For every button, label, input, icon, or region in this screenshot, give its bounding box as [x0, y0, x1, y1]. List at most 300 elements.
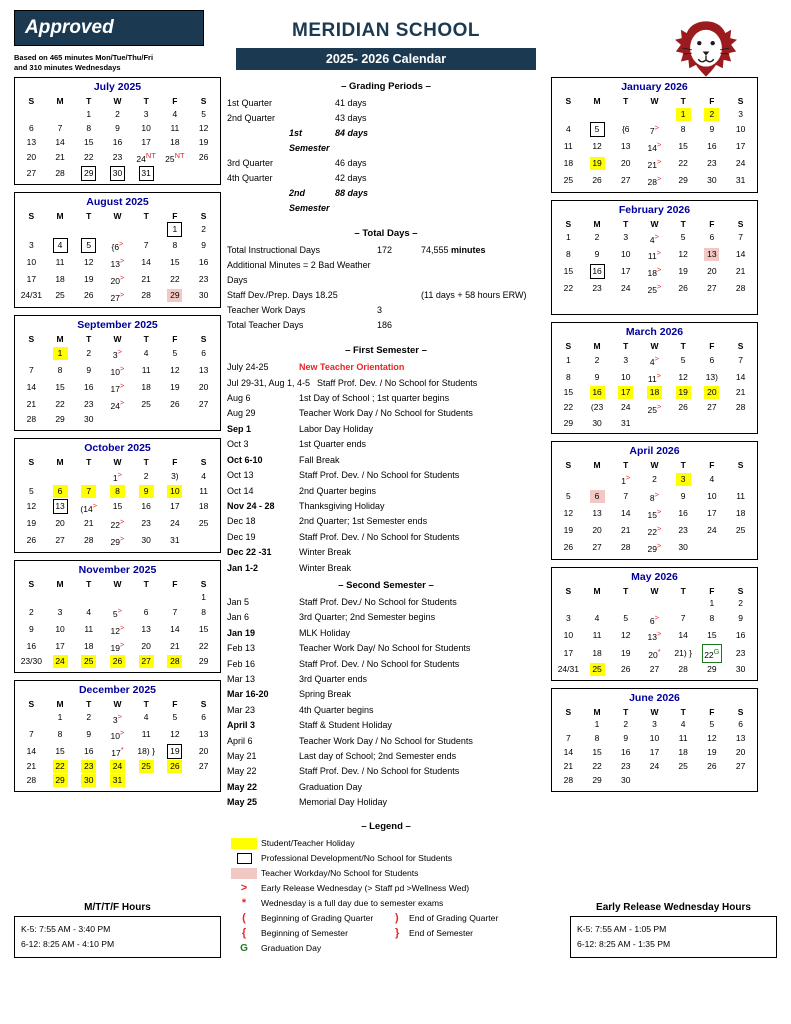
month-title: June 2026: [629, 691, 680, 704]
total-days-value: 186: [377, 320, 393, 331]
hours-line: K-5: 7:55 AM - 3:40 PM: [21, 924, 111, 934]
dow-header: T: [680, 460, 686, 471]
day-cell: 26: [170, 398, 180, 409]
day-cell: 16: [735, 630, 746, 641]
dow-header: S: [200, 579, 207, 590]
day-cell: [583, 597, 612, 611]
week-row: [554, 297, 755, 311]
erw-hours-title: Early Release Wednesday Hours: [596, 902, 751, 913]
day-cell: [726, 297, 755, 311]
week-row: [17, 379, 218, 396]
day-cell: 26: [592, 174, 602, 185]
day-cell: 7: [623, 491, 629, 502]
day-cell: 26: [26, 535, 37, 546]
day-cell: 24: [170, 518, 180, 529]
calendar-event-row: [227, 545, 545, 560]
day-cell: [554, 107, 583, 121]
event-date: May 22: [227, 781, 258, 792]
day-cell: 1: [57, 712, 63, 723]
day-cell: 26: [678, 402, 688, 413]
week-row: [17, 774, 218, 788]
erw-hours-block: [570, 896, 777, 958]
day-cell: 6: [201, 348, 206, 359]
day-cell: 23: [592, 282, 602, 293]
day-cell: 8: [172, 239, 178, 250]
event-description: Staff Prof. Dev. / No School for Students: [299, 470, 460, 481]
week-row: [554, 230, 755, 247]
day-cell: 5: [28, 486, 34, 497]
day-cell: 29: [592, 775, 602, 786]
day-cell: [46, 590, 75, 604]
dow-header: T: [143, 456, 149, 467]
week-row: [17, 396, 218, 413]
week-row: [554, 760, 755, 774]
day-cell: 21: [621, 524, 631, 535]
day-cell: 5: [680, 354, 686, 365]
day-cell: 21: [735, 387, 746, 398]
day-cell: 23: [735, 648, 746, 659]
day-cell: [669, 297, 698, 311]
legend-item: [227, 911, 545, 926]
week-row: [554, 539, 755, 556]
event-description: Thanksgiving Holiday: [299, 500, 385, 511]
dow-header: S: [28, 579, 35, 590]
day-cell: 17*: [111, 745, 124, 758]
day-cell: 21>: [647, 156, 662, 170]
total-days-label: Teacher Work Days: [227, 305, 306, 316]
day-cell: 14>: [647, 140, 662, 153]
day-cell: 27: [26, 168, 37, 179]
day-cell: [103, 413, 132, 427]
dow-header: T: [143, 334, 149, 345]
day-cell: 16: [621, 747, 631, 758]
second-semester-title: – Second Semester –: [338, 579, 434, 591]
legend-label: Wednesday is a full day due to semester exams: [261, 897, 444, 908]
dow-header: T: [680, 706, 686, 717]
day-cell: 20: [198, 746, 209, 757]
event-description: 1st Quarter ends: [299, 439, 367, 450]
day-cell: 22: [592, 761, 602, 772]
day-cell: 7: [172, 606, 178, 617]
day-cell: 28: [735, 282, 746, 293]
event-date: Nov 24 - 28: [227, 500, 275, 511]
event-description: 3rd Quarter; 2nd Semester begins: [299, 612, 436, 623]
page-title: MERIDIAN SCHOOL: [292, 20, 480, 41]
day-cell: 17: [621, 266, 631, 277]
day-cell: 24: [46, 655, 75, 669]
day-cell: [132, 222, 161, 237]
day-cell: [669, 774, 698, 788]
calendar-event-row: [227, 703, 545, 718]
day-cell: 18>: [647, 265, 662, 279]
week-row: [554, 505, 755, 522]
week-row: [17, 149, 218, 166]
day-cell: 30: [198, 290, 209, 301]
day-cell: 11: [678, 733, 688, 744]
day-cell: 5: [565, 491, 571, 502]
day-cell: 29: [46, 774, 75, 788]
dow-header: S: [565, 585, 572, 596]
day-cell: 22: [84, 152, 94, 163]
legend-close-symbol: }: [395, 926, 400, 939]
calendar-event-row: [227, 687, 545, 702]
dow-header: F: [172, 579, 178, 590]
event-date: May 25: [227, 797, 258, 808]
event-description: Teacher Work Day / No School for Students: [299, 735, 473, 746]
dow-header: F: [172, 456, 178, 467]
calendar-event-row: [227, 484, 545, 499]
grading-period-row: [227, 156, 545, 171]
day-cell: [669, 597, 698, 611]
calendar-event-row: [227, 530, 545, 545]
dow-header: W: [650, 460, 659, 471]
total-days-value: 3: [377, 305, 383, 316]
week-row: [554, 352, 755, 369]
day-cell: 27: [198, 761, 209, 772]
day-cell: 17: [141, 136, 151, 147]
dow-header: W: [113, 698, 122, 709]
day-cell: 14: [55, 136, 65, 147]
dow-header: T: [680, 340, 686, 351]
mtthf-hours-box: [14, 916, 221, 958]
dow-header: M: [593, 96, 601, 107]
week-row: [17, 468, 218, 485]
mtthf-hours-title: M/T/T/F Hours: [84, 902, 151, 913]
calendar-event-row: [227, 376, 545, 391]
day-cell: 2: [652, 474, 657, 485]
legend-item: [227, 896, 545, 911]
day-cell: 14: [735, 371, 746, 382]
dow-header: M: [593, 460, 601, 471]
dow-header: S: [737, 460, 744, 471]
day-cell: 9: [132, 485, 161, 499]
day-cell: 24: [707, 524, 717, 535]
day-cell: 19: [563, 524, 574, 535]
day-cell: 30: [621, 775, 631, 786]
day-cell: 3: [57, 606, 63, 617]
event-date: Dec 22 -31: [227, 547, 272, 558]
day-cell: 14: [170, 623, 180, 634]
dow-header: S: [28, 334, 35, 345]
day-cell: 27>: [110, 289, 125, 303]
dow-header: W: [650, 96, 659, 107]
day-cell: 19: [669, 386, 698, 400]
day-cell: 2: [143, 470, 149, 481]
day-cell: 12: [707, 733, 717, 744]
day-cell: 10: [563, 630, 574, 641]
event-description: 4th Quarter begins: [299, 704, 374, 715]
day-cell: 16: [84, 381, 94, 392]
day-cell: [46, 222, 75, 237]
day-cell: 2: [594, 232, 600, 243]
day-cell: [640, 597, 669, 611]
day-cell: 21: [55, 152, 65, 163]
day-cell: 13: [698, 246, 727, 263]
day-cell: 13: [198, 729, 209, 740]
total-days-row: [227, 303, 545, 318]
day-cell: 26: [84, 290, 94, 301]
legend-label-2: End of Semester: [409, 927, 474, 938]
day-cell: 20>: [110, 272, 125, 286]
month-january-2026: [551, 77, 758, 192]
day-cell: 10: [649, 733, 660, 744]
day-cell: 3: [143, 108, 149, 119]
day-cell: 4: [201, 470, 206, 481]
grading-period-value: 88 days: [335, 188, 369, 199]
week-row: [17, 604, 218, 621]
total-days-row: [227, 288, 545, 303]
day-cell: 16: [198, 256, 209, 267]
day-cell: 20: [592, 524, 602, 535]
month-march-2026: [551, 322, 758, 434]
day-cell: 12: [563, 507, 574, 518]
week-row: [554, 400, 755, 417]
event-date: Aug 29: [227, 408, 256, 419]
grading-period-label: 2nd Quarter: [227, 113, 276, 124]
calendar-event-row: [227, 360, 545, 375]
week-row: [554, 718, 755, 732]
day-cell: 7: [57, 122, 63, 133]
day-cell: 11: [141, 365, 151, 376]
day-cell: 23/30: [20, 656, 42, 666]
day-cell: 20: [735, 747, 746, 758]
day-cell: [611, 597, 640, 611]
month-may-2026: [551, 567, 758, 681]
day-cell: [698, 539, 727, 556]
day-cell: 6: [738, 719, 743, 730]
day-cell: 2: [594, 354, 600, 365]
day-cell: 26: [103, 655, 132, 669]
dow-header: T: [623, 96, 629, 107]
dow-header: T: [623, 460, 629, 471]
day-cell: 8: [565, 371, 571, 382]
day-cell: 27: [621, 174, 631, 185]
day-cell: 24: [103, 760, 132, 774]
event-description: Staff Prof. Dev./ No School for Students: [299, 596, 457, 607]
legend-second-symbol-group: [395, 926, 545, 941]
day-cell: 17: [735, 140, 746, 151]
event-description: Graduation Day: [299, 781, 363, 792]
grading-period-value: 84 days: [335, 128, 369, 139]
calendar-event-row: [227, 468, 545, 483]
dow-header: T: [680, 96, 686, 107]
dow-header: S: [737, 96, 744, 107]
dow-header: W: [113, 579, 122, 590]
day-cell: 13: [46, 499, 75, 516]
day-cell: 21: [170, 640, 180, 651]
day-cell: 11: [592, 630, 602, 641]
day-cell: 7: [28, 365, 34, 376]
event-date: Oct 3: [227, 439, 249, 450]
day-cell: 28: [161, 655, 190, 669]
day-cell: [17, 590, 46, 604]
dow-header: S: [200, 96, 207, 107]
day-cell: (23: [590, 402, 604, 413]
day-cell: 25: [583, 663, 612, 677]
day-cell: 19: [198, 136, 209, 147]
day-cell: 21) }: [674, 648, 692, 659]
day-cell: 19>: [110, 639, 125, 653]
day-cell: 25>: [647, 282, 662, 295]
calendar-event-row: [227, 453, 545, 468]
month-april-2026: [551, 441, 758, 559]
day-cell: 25: [74, 655, 103, 669]
day-cell: 24: [735, 157, 746, 168]
legend-item: [227, 926, 545, 941]
dow-header: T: [143, 96, 149, 107]
day-cell: 16: [583, 386, 612, 400]
day-cell: 20: [707, 266, 717, 277]
week-row: [17, 288, 218, 305]
day-cell: 14: [621, 507, 631, 518]
day-cell: 18: [735, 507, 746, 518]
grading-period-row: [227, 111, 545, 126]
event-description: MLK Holiday: [299, 627, 351, 638]
day-cell: [726, 539, 755, 556]
dow-header: T: [86, 579, 92, 590]
day-cell: {6: [621, 124, 630, 135]
erw-hours-box: [570, 916, 777, 958]
day-cell: 15: [198, 623, 209, 634]
event-date: July 24-25: [227, 362, 269, 373]
day-cell: 17: [563, 648, 574, 659]
hours-line: 6-12: 8:25 AM - 1:35 PM: [577, 939, 671, 949]
week-row: [554, 471, 755, 488]
day-cell: [611, 107, 640, 121]
month-september-2025: [14, 315, 221, 430]
dow-header: M: [56, 698, 64, 709]
dow-header: F: [709, 218, 715, 229]
calendar-event-row: [227, 514, 545, 529]
week-row: [554, 627, 755, 644]
day-cell: 26: [678, 282, 688, 293]
day-cell: 4: [565, 124, 571, 135]
day-cell: 23: [74, 760, 103, 774]
day-cell: 25: [55, 290, 65, 301]
dow-header: T: [86, 334, 92, 345]
day-cell: 18: [55, 273, 65, 284]
total-days-extra: (11 days + 58 hours ERW): [421, 290, 527, 301]
total-days-extra: [421, 258, 545, 288]
day-cell: 31: [170, 535, 180, 546]
day-cell: 11>: [647, 370, 662, 384]
day-cell: 31: [132, 166, 161, 181]
day-cell: 30: [592, 417, 602, 428]
day-cell: 1>: [621, 473, 631, 487]
day-cell: 3: [738, 108, 743, 119]
first-semester-title: – First Semester –: [345, 345, 427, 357]
day-cell: 10>: [110, 728, 125, 742]
day-cell: 25: [198, 518, 209, 529]
day-cell: 15: [592, 747, 602, 758]
day-cell: 5: [623, 613, 629, 624]
day-cell: 28: [26, 414, 37, 425]
day-cell: 27: [649, 664, 660, 675]
event-description: Teacher Work Day/ No School for Students: [299, 643, 471, 654]
dow-header: T: [623, 585, 629, 596]
day-cell: 9: [86, 729, 92, 740]
day-cell: 24: [621, 282, 631, 293]
day-cell: 4: [86, 606, 92, 617]
day-cell: 27: [198, 398, 209, 409]
week-row: [554, 280, 755, 297]
week-row: [17, 515, 218, 532]
day-cell: 13>: [647, 629, 662, 643]
dow-header: W: [650, 706, 659, 717]
dow-header: T: [143, 211, 149, 222]
day-cell: 27: [592, 541, 602, 552]
mtthf-hours-block: [14, 896, 221, 958]
dow-header: T: [143, 579, 149, 590]
grading-period-row: [227, 186, 545, 216]
day-cell: 5: [172, 712, 178, 723]
day-cell: [74, 222, 103, 237]
day-cell: 29: [74, 166, 103, 181]
dow-header: T: [143, 698, 149, 709]
day-cell: 18: [563, 157, 574, 168]
week-row: [554, 386, 755, 400]
day-cell: 29>: [110, 534, 125, 548]
day-cell: [132, 774, 161, 788]
day-cell: 4>: [649, 231, 660, 245]
day-cell: [726, 774, 755, 788]
day-cell: 12: [84, 256, 94, 267]
day-cell: 2: [86, 712, 92, 723]
dow-header: S: [565, 706, 572, 717]
day-cell: 8: [57, 729, 63, 740]
day-cell: 11: [84, 623, 94, 634]
day-cell: 4: [680, 719, 686, 730]
event-date: Jan 6: [227, 612, 250, 623]
legend-box-swatch: [227, 853, 261, 864]
event-description: Teacher Work Day / No School for Students: [299, 408, 473, 419]
day-cell: 24>: [110, 397, 125, 411]
day-cell: 26: [563, 541, 574, 552]
event-date: Mar 13: [227, 673, 256, 684]
dow-header: F: [172, 211, 178, 222]
day-cell: 7: [143, 239, 149, 250]
week-row: [554, 663, 755, 677]
calendar-event-row: [227, 595, 545, 610]
dow-header: S: [737, 706, 744, 717]
day-cell: 13: [592, 507, 602, 518]
day-cell: 24/31: [557, 664, 579, 675]
total-days-value: 172: [377, 245, 393, 256]
day-cell: 5>: [112, 606, 123, 619]
legend-label-2: End of Grading Quarter: [409, 912, 499, 923]
day-cell: 1: [565, 232, 571, 243]
week-row: [554, 774, 755, 788]
day-cell: 28: [735, 402, 746, 413]
day-cell: 3: [565, 613, 571, 624]
day-cell: 4: [709, 474, 715, 485]
day-cell: [46, 468, 75, 485]
day-cell: 28: [26, 775, 37, 786]
day-cell: 16: [141, 501, 151, 512]
event-date: Jan 19: [227, 627, 256, 638]
day-cell: [669, 416, 698, 430]
event-date: May 22: [227, 766, 257, 777]
dow-header: W: [113, 211, 122, 222]
day-cell: 20: [55, 518, 65, 529]
day-cell: 19: [170, 381, 180, 392]
day-cell: 30: [707, 174, 717, 185]
day-cell: 20: [621, 157, 631, 168]
day-cell: 14: [563, 747, 574, 758]
day-cell: 9: [86, 365, 92, 376]
total-days-label: Total Teacher Days: [227, 320, 304, 331]
calendar-event-row: [227, 734, 545, 749]
